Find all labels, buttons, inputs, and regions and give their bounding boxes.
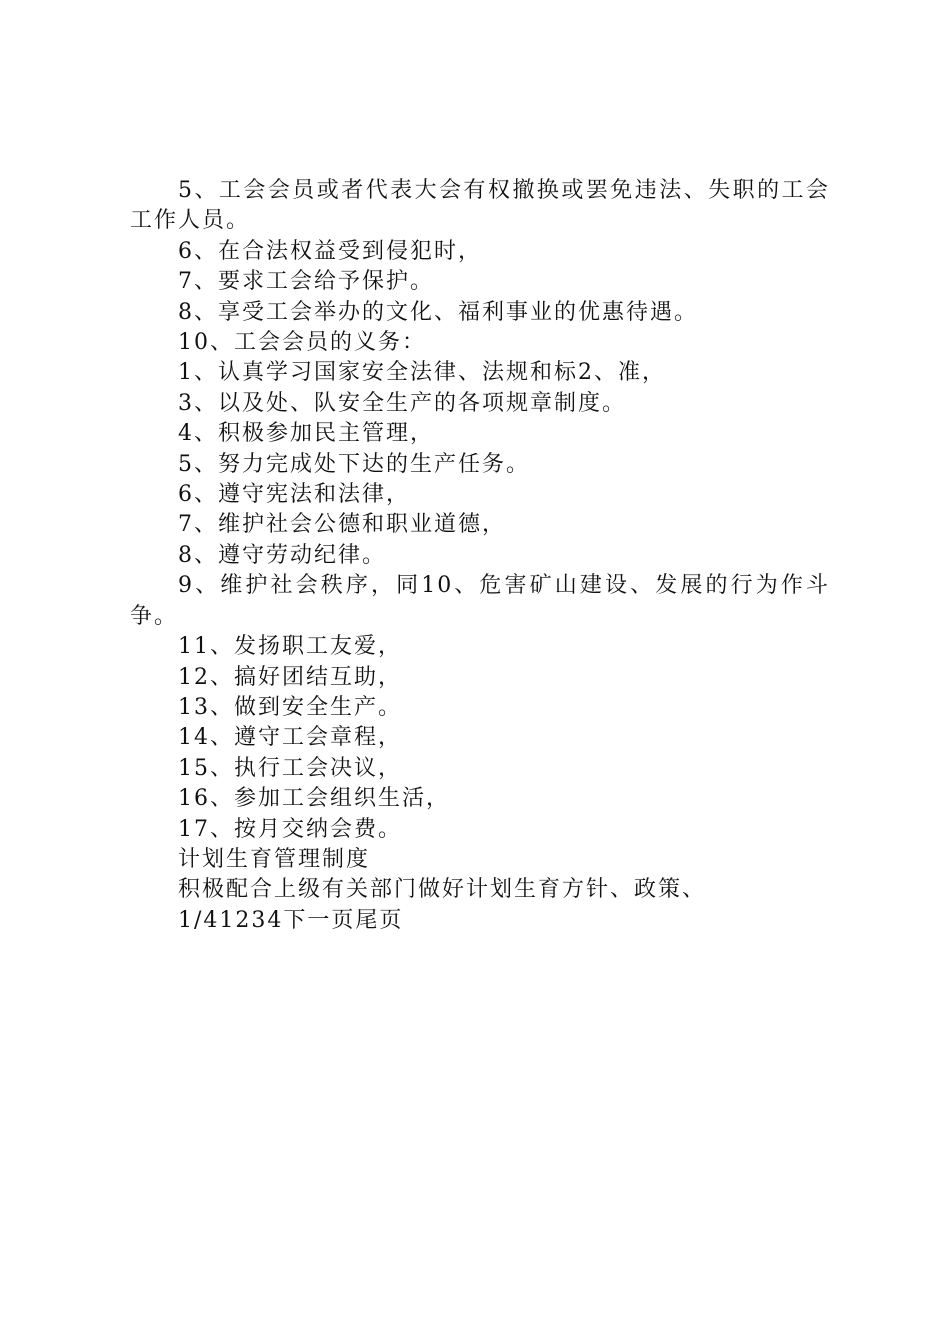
paragraph: 3、以及处、队安全生产的各项规章制度。: [178, 390, 626, 416]
paragraph: 6、遵守宪法和法律，: [178, 482, 410, 508]
paragraph: 13、做到安全生产。: [178, 694, 402, 720]
paragraph: 7、要求工会给予保护。: [178, 269, 434, 295]
paragraph: 6、在合法权益受到侵犯时，: [178, 238, 482, 264]
section-title: 计划生育管理制度: [178, 846, 371, 872]
paragraph: 1、认真学习国家安全法律、法规和标2、准，: [178, 360, 666, 386]
pagination-text: 1/41234下一页尾页: [178, 907, 404, 933]
paragraph: 12、搞好团结互助，: [178, 664, 402, 690]
document-body: [130, 176, 830, 936]
paragraph: 7、维护社会公德和职业道德，: [178, 512, 506, 538]
paragraph: 8、遵守劳动纪律。: [178, 542, 386, 568]
paragraph: 4、积极参加民主管理，: [178, 421, 434, 447]
section-heading: 10、工会会员的义务：: [178, 330, 426, 356]
paragraph: 14、遵守工会章程，: [178, 725, 402, 751]
paragraph: 积极配合上级有关部门做好计划生育方针、政策、: [178, 877, 707, 903]
paragraph: 17、按月交纳会费。: [178, 816, 402, 842]
paragraph: 11、发扬职工友爱，: [178, 634, 402, 660]
paragraph: 9、维护社会秩序，同10、危害矿山建设、发展的行为作斗争。: [130, 573, 830, 629]
paragraph: 8、享受工会举办的文化、福利事业的优惠待遇。: [178, 299, 698, 325]
paragraph: 5、工会会员或者代表大会有权撤换或罢免违法、失职的工会工作人员。: [130, 178, 830, 234]
paragraph: 15、执行工会决议，: [178, 755, 402, 781]
paragraph: 16、参加工会组织生活，: [178, 786, 450, 812]
paragraph: 5、努力完成处下达的生产任务。: [178, 451, 530, 477]
